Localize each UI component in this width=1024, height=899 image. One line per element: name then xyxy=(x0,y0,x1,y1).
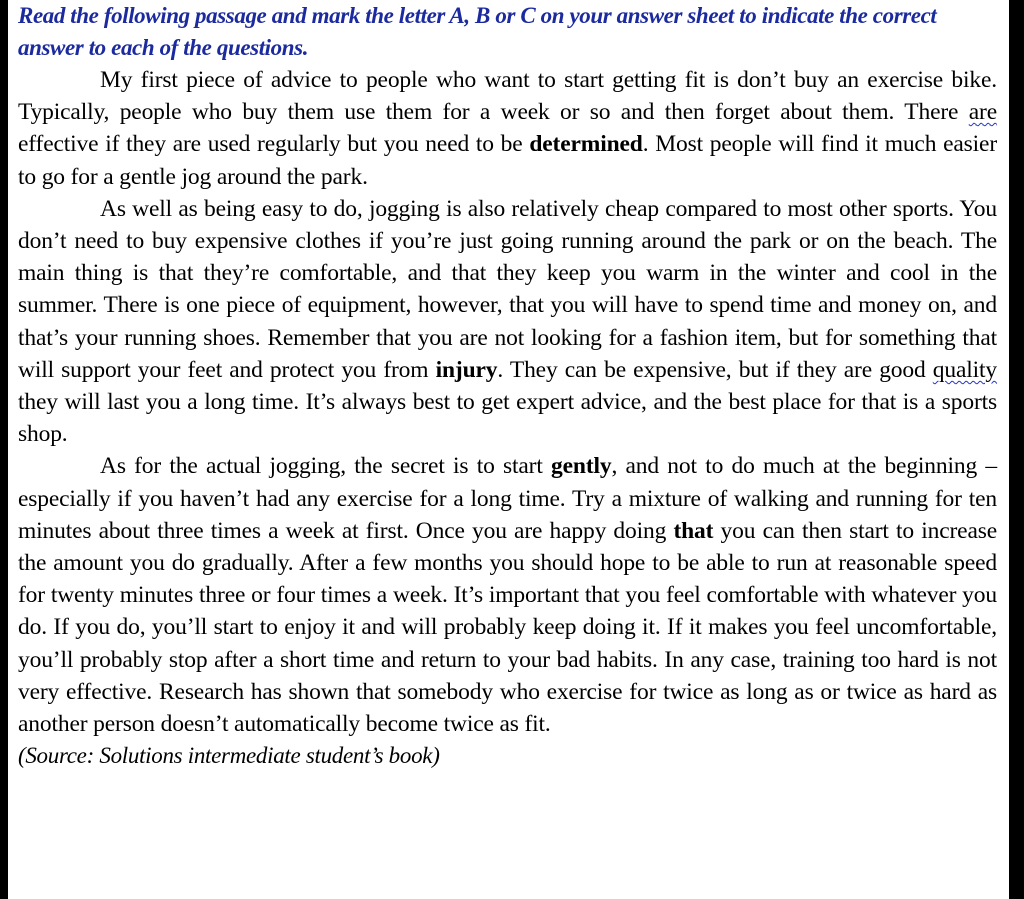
paragraph-text: . Most people will find it much easier to go for a gentle jog around the park. xyxy=(18,131,997,190)
passage-paragraph xyxy=(18,450,997,740)
reading-passage xyxy=(18,64,997,740)
paragraph-text: you can then start to increase the amount you do gradually. After a few months you should hope to be able to run at reasonable speed for twenty minutes three or four times a week. It’s important that you feel comfortable with whatever you do. If you do, you’ll start to enjoy it and will probably keep doing it. If it makes you feel uncomfortable, you’ll probably stop after a short time and return to your bad habits. In any case, training too hard is not very effective. Research has shown that somebody who exercise for twice as long as or twice as hard as another person doesn’t automatically become twice as fit. xyxy=(18,517,997,738)
paragraph-text: effective if they are used regularly but you need to be xyxy=(18,131,530,158)
paragraph-text: My first piece of advice to people who want to start getting fit is don’t buy an exercise bike. Typically, people who buy them use them for a week or so and then forget about them. There xyxy=(18,67,997,126)
source-citation: (Source: Solutions intermediate student’s book) xyxy=(18,743,440,769)
paragraph-text: they will last you a long time. It’s always best to get expert advice, and the best place for that is a sports shop. xyxy=(18,389,997,448)
passage-paragraph xyxy=(18,193,997,451)
instruction-heading: Read the following passage and mark the letter A, B or C on your answer sheet to indicate the correct answer to each of the questions. xyxy=(18,3,937,60)
emphasized-word: that xyxy=(673,517,714,544)
emphasized-word: injury xyxy=(435,356,498,383)
grammar-flagged-word: quality xyxy=(932,356,998,383)
paragraph-text: , and not to do much at the beginning – especially if you haven’t had any exercise for a long time. Try a mixture of walking and running for ten minutes about three times a week at first. Once you are happy doing xyxy=(18,453,997,544)
document-page xyxy=(8,0,1009,899)
paragraph-text: As well as being easy to do, jogging is also relatively cheap compared to most other sports. You don’t need to buy expensive clothes if you’re just going running around the park or on the beach. The main thing is that they’re comfortable, and that they keep you warm in the winter and cool in the summer. There is one piece of equipment, however, that you will have to spend time and money on, and that’s your running shoes. Remember that you are not looking for a fashion item, but for something that will support your feet and protect you from xyxy=(18,195,997,383)
emphasized-word: determined xyxy=(529,131,643,158)
passage-paragraph xyxy=(18,64,997,193)
paragraph-text: As for the actual jogging, the secret is to start xyxy=(100,453,552,480)
emphasized-word: gently xyxy=(551,453,612,480)
paragraph-text: . They can be expensive, but if they are good xyxy=(497,356,933,383)
grammar-flagged-word: are xyxy=(968,99,997,126)
